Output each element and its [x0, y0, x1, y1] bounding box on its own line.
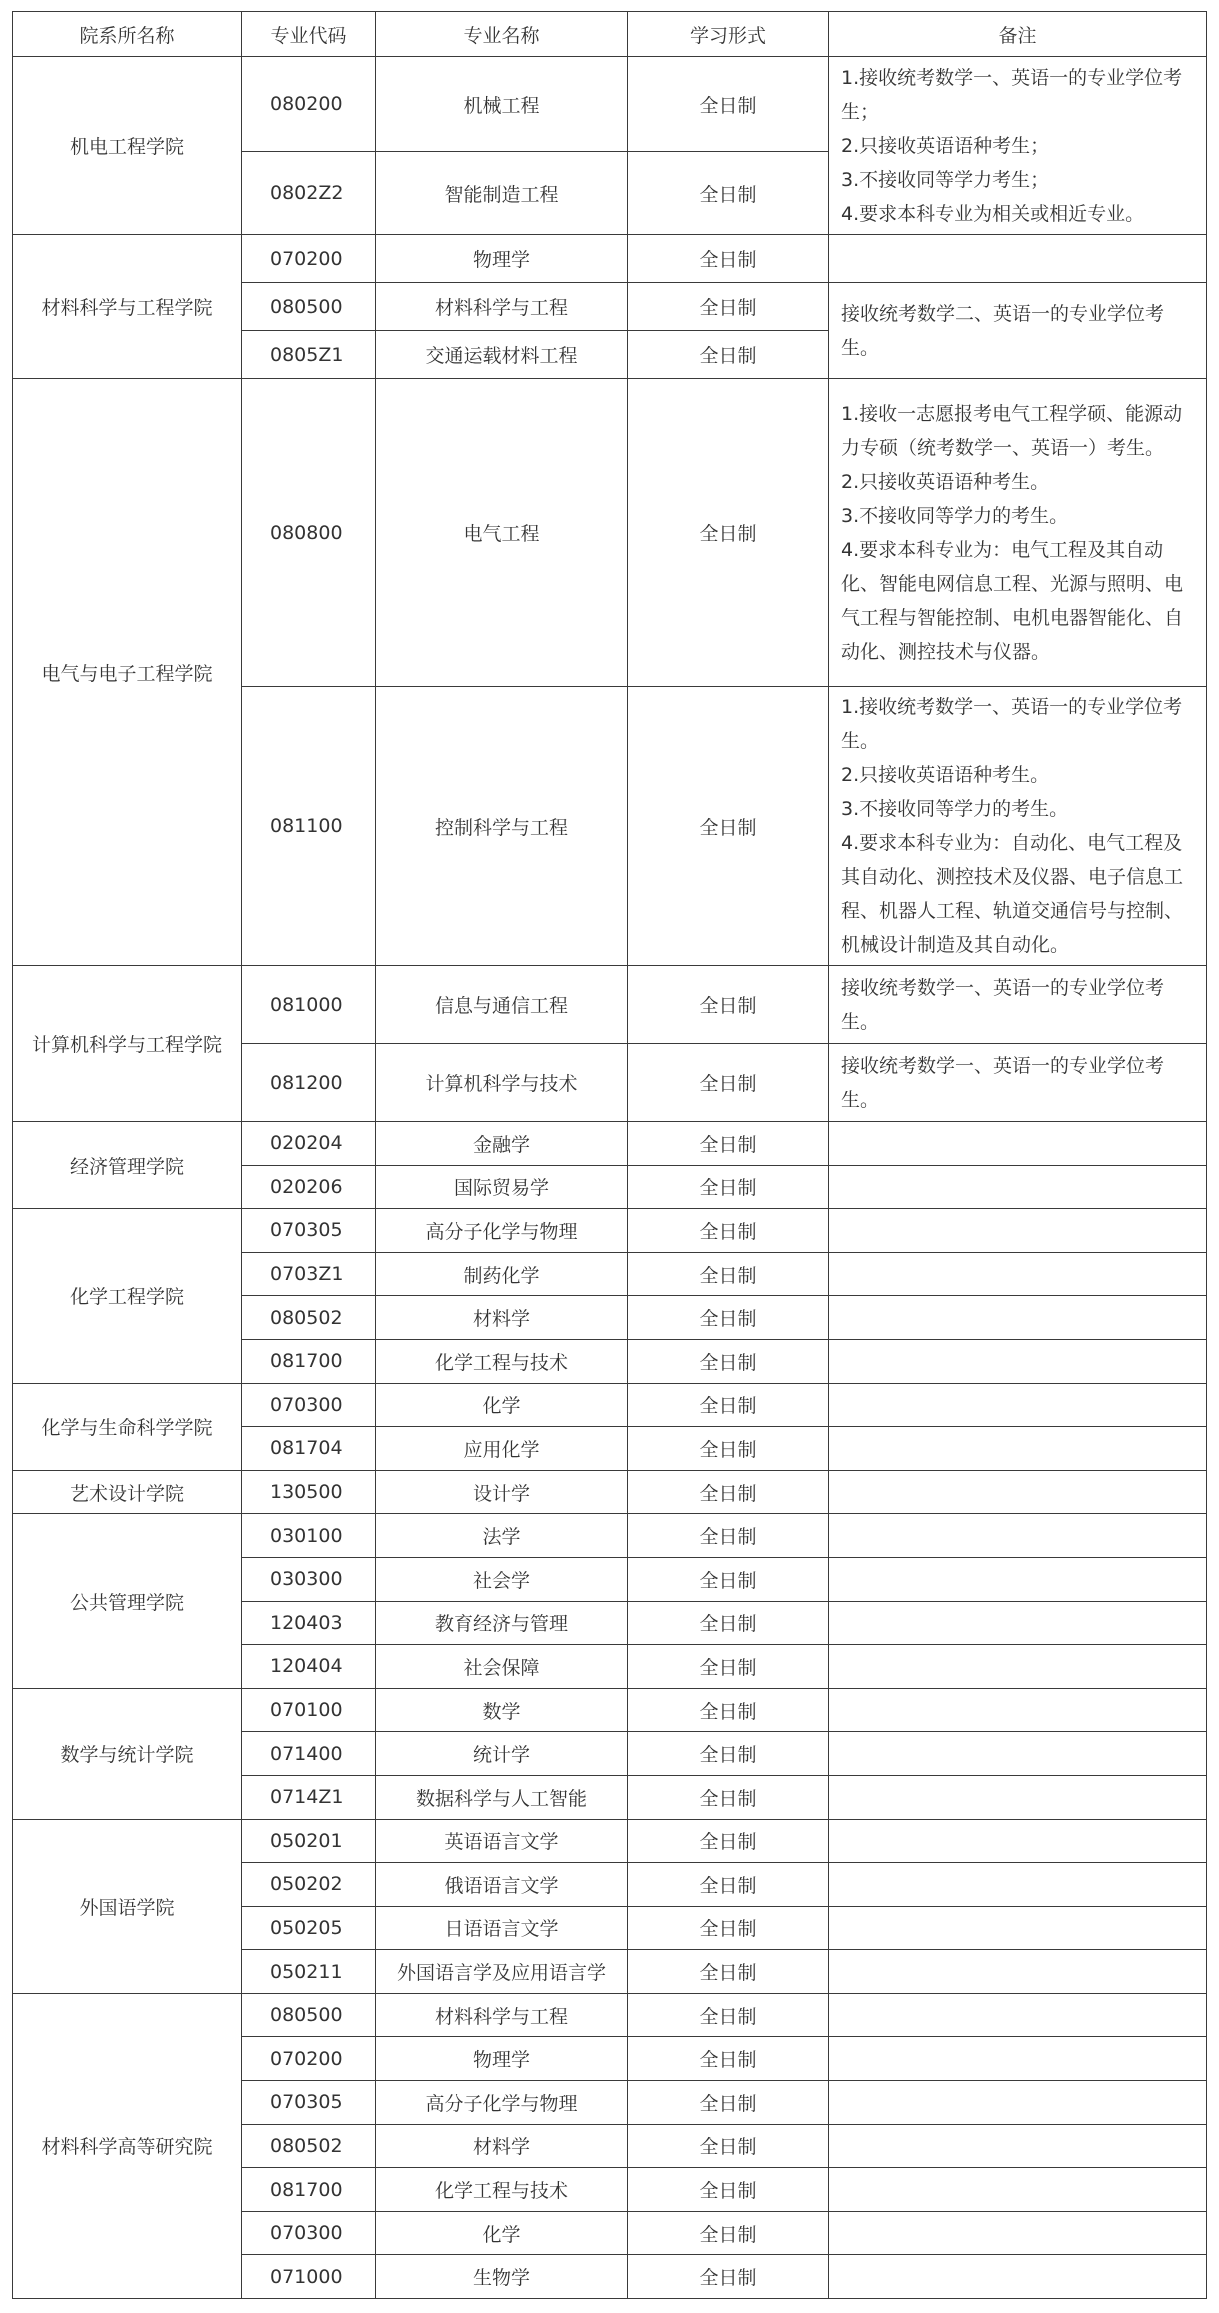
table-row	[13, 1688, 1207, 1732]
study-mode-cell: 全日制	[628, 687, 829, 966]
study-mode-cell: 全日制	[628, 1470, 829, 1514]
study-mode-cell: 全日制	[628, 1296, 829, 1340]
study-mode-cell: 全日制	[628, 1514, 829, 1558]
table-row	[13, 379, 1207, 687]
study-mode-cell: 全日制	[628, 1165, 829, 1209]
study-mode-cell: 全日制	[628, 2081, 829, 2125]
table-row	[13, 1819, 1207, 1863]
major-name-cell: 智能制造工程	[376, 152, 628, 235]
major-code-cell: 050201	[242, 1819, 376, 1863]
major-code-cell: 081100	[242, 687, 376, 966]
major-code-cell: 080500	[242, 1993, 376, 2037]
major-name-cell: 高分子化学与物理	[376, 1209, 628, 1253]
study-mode-cell: 全日制	[628, 1601, 829, 1645]
header-name: 专业名称	[376, 12, 628, 57]
major-code-cell: 070305	[242, 2081, 376, 2125]
department-cell: 数学与统计学院	[13, 1688, 242, 1819]
study-mode-cell: 全日制	[628, 1732, 829, 1776]
study-mode-cell: 全日制	[628, 152, 829, 235]
header-note: 备注	[829, 12, 1207, 57]
study-mode-cell: 全日制	[628, 331, 829, 379]
major-name-cell: 俄语语言文学	[376, 1863, 628, 1907]
remarks-cell	[829, 1383, 1207, 1427]
major-name-cell: 化学工程与技术	[376, 2168, 628, 2212]
major-name-cell: 化学	[376, 2211, 628, 2255]
major-code-cell: 081200	[242, 1044, 376, 1122]
major-code-cell: 030300	[242, 1557, 376, 1601]
major-code-cell: 070300	[242, 1383, 376, 1427]
major-name-cell: 设计学	[376, 1470, 628, 1514]
department-cell: 化学工程学院	[13, 1209, 242, 1383]
major-code-cell: 0802Z2	[242, 152, 376, 235]
remarks-cell	[829, 1427, 1207, 1471]
remarks-cell	[829, 1209, 1207, 1253]
study-mode-cell: 全日制	[628, 1339, 829, 1383]
header-dept: 院系所名称	[13, 12, 242, 57]
table-body	[13, 57, 1207, 2299]
study-mode-cell: 全日制	[628, 1906, 829, 1950]
department-cell: 电气与电子工程学院	[13, 379, 242, 966]
table-row	[13, 1122, 1207, 1166]
study-mode-cell: 全日制	[628, 2124, 829, 2168]
table-row	[13, 1470, 1207, 1514]
table-row	[13, 1383, 1207, 1427]
major-code-cell: 120404	[242, 1645, 376, 1689]
major-name-cell: 物理学	[376, 2037, 628, 2081]
remarks-cell	[829, 2168, 1207, 2212]
major-code-cell: 071000	[242, 2255, 376, 2299]
remarks-cell: 1.接收统考数学一、英语一的专业学位考生； 2.只接收英语语种考生； 3.不接收同等学力考生； 4.要求本科专业为相关或相近专业。	[829, 57, 1207, 235]
study-mode-cell: 全日制	[628, 2211, 829, 2255]
major-name-cell: 材料科学与工程	[376, 283, 628, 331]
department-cell: 机电工程学院	[13, 57, 242, 235]
major-code-cell: 050202	[242, 1863, 376, 1907]
remarks-cell	[829, 1514, 1207, 1558]
major-name-cell: 教育经济与管理	[376, 1601, 628, 1645]
study-mode-cell: 全日制	[628, 57, 829, 152]
major-name-cell: 外国语言学及应用语言学	[376, 1950, 628, 1994]
major-name-cell: 化学	[376, 1383, 628, 1427]
table-row	[13, 57, 1207, 152]
major-code-cell: 071400	[242, 1732, 376, 1776]
remarks-cell	[829, 1645, 1207, 1689]
major-name-cell: 社会学	[376, 1557, 628, 1601]
major-name-cell: 交通运载材料工程	[376, 331, 628, 379]
major-name-cell: 法学	[376, 1514, 628, 1558]
major-name-cell: 制药化学	[376, 1252, 628, 1296]
remarks-cell	[829, 1688, 1207, 1732]
remarks-cell	[829, 1819, 1207, 1863]
majors-table	[12, 11, 1207, 2299]
table-row	[13, 966, 1207, 1044]
major-code-cell: 070200	[242, 235, 376, 283]
major-name-cell: 日语语言文学	[376, 1906, 628, 1950]
study-mode-cell: 全日制	[628, 2168, 829, 2212]
remarks-cell	[829, 1296, 1207, 1340]
major-name-cell: 国际贸易学	[376, 1165, 628, 1209]
major-name-cell: 材料学	[376, 1296, 628, 1340]
remarks-cell	[829, 1470, 1207, 1514]
department-cell: 艺术设计学院	[13, 1470, 242, 1514]
major-code-cell: 080500	[242, 283, 376, 331]
study-mode-cell: 全日制	[628, 1427, 829, 1471]
header-mode: 学习形式	[628, 12, 829, 57]
remarks-cell	[829, 1950, 1207, 1994]
study-mode-cell: 全日制	[628, 2255, 829, 2299]
remarks-cell	[829, 235, 1207, 283]
major-name-cell: 控制科学与工程	[376, 687, 628, 966]
study-mode-cell: 全日制	[628, 1950, 829, 1994]
major-code-cell: 0714Z1	[242, 1775, 376, 1819]
department-cell: 公共管理学院	[13, 1514, 242, 1688]
major-name-cell: 数学	[376, 1688, 628, 1732]
major-name-cell: 社会保障	[376, 1645, 628, 1689]
major-code-cell: 081700	[242, 1339, 376, 1383]
remarks-cell	[829, 2124, 1207, 2168]
major-code-cell: 0703Z1	[242, 1252, 376, 1296]
major-code-cell: 030100	[242, 1514, 376, 1558]
major-name-cell: 机械工程	[376, 57, 628, 152]
major-code-cell: 080200	[242, 57, 376, 152]
major-code-cell: 050211	[242, 1950, 376, 1994]
study-mode-cell: 全日制	[628, 1557, 829, 1601]
study-mode-cell: 全日制	[628, 379, 829, 687]
study-mode-cell: 全日制	[628, 1122, 829, 1166]
remarks-cell	[829, 1993, 1207, 2037]
study-mode-cell: 全日制	[628, 1383, 829, 1427]
majors-table-container	[12, 11, 1207, 2299]
department-cell: 化学与生命科学学院	[13, 1383, 242, 1470]
remarks-cell	[829, 1165, 1207, 1209]
major-code-cell: 070300	[242, 2211, 376, 2255]
department-cell: 材料科学与工程学院	[13, 235, 242, 379]
remarks-cell	[829, 1732, 1207, 1776]
table-row	[13, 1209, 1207, 1253]
study-mode-cell: 全日制	[628, 1863, 829, 1907]
remarks-cell	[829, 1601, 1207, 1645]
study-mode-cell: 全日制	[628, 283, 829, 331]
study-mode-cell: 全日制	[628, 235, 829, 283]
remarks-cell: 1.接收统考数学一、英语一的专业学位考生。 2.只接收英语语种考生。 3.不接收同等学力的考生。 4.要求本科专业为：自动化、电气工程及其自动化、测控技术及仪器、电子信息工程、机器人工程、轨道交通信号与控制、机械设计制造及其自动化。	[829, 687, 1207, 966]
major-code-cell: 080502	[242, 2124, 376, 2168]
major-code-cell: 081000	[242, 966, 376, 1044]
department-cell: 经济管理学院	[13, 1122, 242, 1209]
remarks-cell	[829, 1775, 1207, 1819]
department-cell: 计算机科学与工程学院	[13, 966, 242, 1122]
major-name-cell: 生物学	[376, 2255, 628, 2299]
major-name-cell: 化学工程与技术	[376, 1339, 628, 1383]
major-code-cell: 020204	[242, 1122, 376, 1166]
department-cell: 外国语学院	[13, 1819, 242, 1993]
major-name-cell: 信息与通信工程	[376, 966, 628, 1044]
major-name-cell: 电气工程	[376, 379, 628, 687]
table-row	[13, 1993, 1207, 2037]
major-code-cell: 130500	[242, 1470, 376, 1514]
major-code-cell: 081700	[242, 2168, 376, 2212]
table-row	[13, 1514, 1207, 1558]
study-mode-cell: 全日制	[628, 1044, 829, 1122]
major-code-cell: 070100	[242, 1688, 376, 1732]
study-mode-cell: 全日制	[628, 1819, 829, 1863]
remarks-cell	[829, 1557, 1207, 1601]
major-name-cell: 高分子化学与物理	[376, 2081, 628, 2125]
remarks-cell	[829, 1863, 1207, 1907]
study-mode-cell: 全日制	[628, 1252, 829, 1296]
remarks-cell: 接收统考数学一、英语一的专业学位考生。	[829, 1044, 1207, 1122]
study-mode-cell: 全日制	[628, 2037, 829, 2081]
major-name-cell: 统计学	[376, 1732, 628, 1776]
table-header	[13, 12, 1207, 57]
major-code-cell: 050205	[242, 1906, 376, 1950]
header-code: 专业代码	[242, 12, 376, 57]
major-name-cell: 计算机科学与技术	[376, 1044, 628, 1122]
remarks-cell	[829, 1252, 1207, 1296]
remarks-cell	[829, 1122, 1207, 1166]
major-code-cell: 070200	[242, 2037, 376, 2081]
major-name-cell: 材料学	[376, 2124, 628, 2168]
study-mode-cell: 全日制	[628, 1209, 829, 1253]
major-name-cell: 物理学	[376, 235, 628, 283]
study-mode-cell: 全日制	[628, 966, 829, 1044]
remarks-cell	[829, 2081, 1207, 2125]
remarks-cell	[829, 1906, 1207, 1950]
major-name-cell: 数据科学与人工智能	[376, 1775, 628, 1819]
remarks-cell	[829, 2255, 1207, 2299]
major-code-cell: 081704	[242, 1427, 376, 1471]
major-code-cell: 020206	[242, 1165, 376, 1209]
remarks-cell	[829, 1339, 1207, 1383]
study-mode-cell: 全日制	[628, 1775, 829, 1819]
major-code-cell: 0805Z1	[242, 331, 376, 379]
department-cell: 材料科学高等研究院	[13, 1993, 242, 2298]
major-name-cell: 英语语言文学	[376, 1819, 628, 1863]
study-mode-cell: 全日制	[628, 1645, 829, 1689]
major-name-cell: 材料科学与工程	[376, 1993, 628, 2037]
table-row	[13, 235, 1207, 283]
major-name-cell: 金融学	[376, 1122, 628, 1166]
study-mode-cell: 全日制	[628, 1993, 829, 2037]
remarks-cell: 1.接收一志愿报考电气工程学硕、能源动力专硕（统考数学一、英语一）考生。 2.只接收英语语种考生。 3.不接收同等学力的考生。 4.要求本科专业为：电气工程及其自动化、智能电网信息工程、光源与照明、电气工程与智能控制、电机电器智能化、自动化、测控技术与仪器。	[829, 379, 1207, 687]
major-name-cell: 应用化学	[376, 1427, 628, 1471]
study-mode-cell: 全日制	[628, 1688, 829, 1732]
major-code-cell: 080502	[242, 1296, 376, 1340]
major-code-cell: 120403	[242, 1601, 376, 1645]
remarks-cell: 接收统考数学二、英语一的专业学位考生。	[829, 283, 1207, 379]
remarks-cell	[829, 2211, 1207, 2255]
remarks-cell	[829, 2037, 1207, 2081]
header-row	[13, 12, 1207, 57]
major-code-cell: 080800	[242, 379, 376, 687]
major-code-cell: 070305	[242, 1209, 376, 1253]
remarks-cell: 接收统考数学一、英语一的专业学位考生。	[829, 966, 1207, 1044]
